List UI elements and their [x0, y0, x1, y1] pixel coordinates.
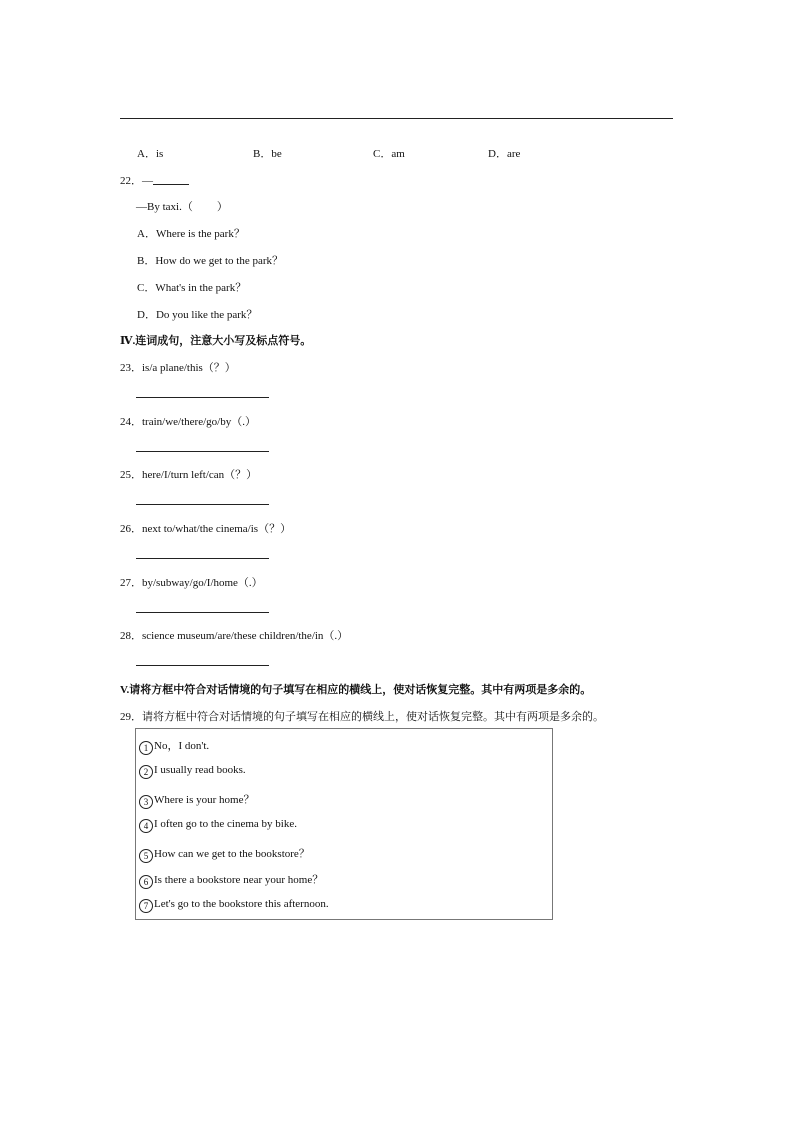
q22-option-c: C．What's in the park？: [137, 282, 247, 294]
q22-answer-line: [136, 198, 228, 214]
q25-answer-line[interactable]: [136, 504, 269, 505]
q26-text: next to/what/the cinema/is（？）: [142, 523, 292, 535]
q27-answer-line[interactable]: [136, 612, 269, 613]
q26: [120, 520, 291, 536]
q22-option-d: D．Do you like the park？: [137, 309, 258, 321]
q21-option-c: C．am: [373, 148, 405, 160]
q28: [120, 627, 348, 643]
q28-answer-line[interactable]: [136, 665, 269, 666]
choice-text: Where is your home？: [154, 794, 255, 806]
q25-number: 25．: [120, 469, 142, 481]
q22-option-b: B．How do we get to the park？: [137, 255, 284, 267]
section5-heading: V.请将方框中符合对话情境的句子填写在相应的横线上，使对话恢复完整。其中有两项是多余的。: [120, 684, 592, 696]
section4-heading: Ⅳ.连词成句，注意大小写及标点符号。: [120, 335, 312, 347]
q28-number: 28．: [120, 630, 142, 642]
q25-text: here/I/turn left/can（？）: [142, 469, 258, 481]
q29-instruction: 请将方框中符合对话情境的句子填写在相应的横线上，使对话恢复完整。其中有两项是多余的。: [142, 711, 604, 723]
q22-stem: [120, 172, 189, 188]
q22-number: 22．: [120, 175, 142, 187]
circled-number: 1: [139, 741, 153, 755]
choice-item-1: [139, 737, 209, 755]
circled-number: 4: [139, 819, 153, 833]
q23-text: is/a plane/this（？）: [142, 362, 236, 374]
q22-answer-text: —By taxi.（: [136, 201, 193, 213]
circled-number: 2: [139, 765, 153, 779]
choice-text: How can we get to the bookstore？: [154, 848, 310, 860]
q21-option-b: B．be: [253, 148, 282, 160]
circled-number: 7: [139, 899, 153, 913]
q22-prompt: —: [142, 175, 153, 187]
q24-answer-line[interactable]: [136, 451, 269, 452]
choice-item-5: [139, 845, 310, 863]
choice-text: I often go to the cinema by bike.: [154, 818, 297, 830]
choice-item-3: [139, 791, 255, 809]
q23-answer-line[interactable]: [136, 397, 269, 398]
choice-text: No，I don't.: [154, 740, 210, 752]
q24: [120, 413, 256, 429]
q26-answer-line[interactable]: [136, 558, 269, 559]
q27: [120, 574, 263, 590]
q26-number: 26．: [120, 523, 142, 535]
q27-number: 27．: [120, 577, 142, 589]
q29-stem: [120, 708, 604, 724]
q28-text: science museum/are/these children/the/in（.）: [142, 630, 349, 642]
q25: [120, 466, 257, 482]
q24-number: 24．: [120, 416, 142, 428]
q24-text: train/we/there/go/by（.）: [142, 416, 256, 428]
q22-option-a: A．Where is the park？: [137, 228, 245, 240]
choice-text: Let's go to the bookstore this afternoon.: [154, 898, 329, 910]
circled-number: 3: [139, 795, 153, 809]
q29-number: 29．: [120, 711, 142, 723]
q22-answer-close: ）: [216, 201, 228, 213]
header-rule: [120, 118, 673, 119]
q23-number: 23．: [120, 362, 142, 374]
choice-item-4: [139, 818, 297, 833]
choice-text: I usually read books.: [154, 764, 246, 776]
q21-option-d: D．are: [488, 148, 521, 160]
q27-text: by/subway/go/I/home（.）: [142, 577, 263, 589]
q22-blank[interactable]: [153, 174, 189, 185]
circled-number: 6: [139, 875, 153, 889]
q21-option-a: A．is: [137, 148, 164, 160]
choice-text: Is there a bookstore near your home？: [154, 874, 324, 886]
choice-box: [135, 728, 553, 920]
choice-item-2: [139, 764, 246, 779]
choice-item-6: [139, 871, 323, 889]
q23: [120, 359, 236, 375]
choice-item-7: [139, 898, 329, 913]
circled-number: 5: [139, 849, 153, 863]
